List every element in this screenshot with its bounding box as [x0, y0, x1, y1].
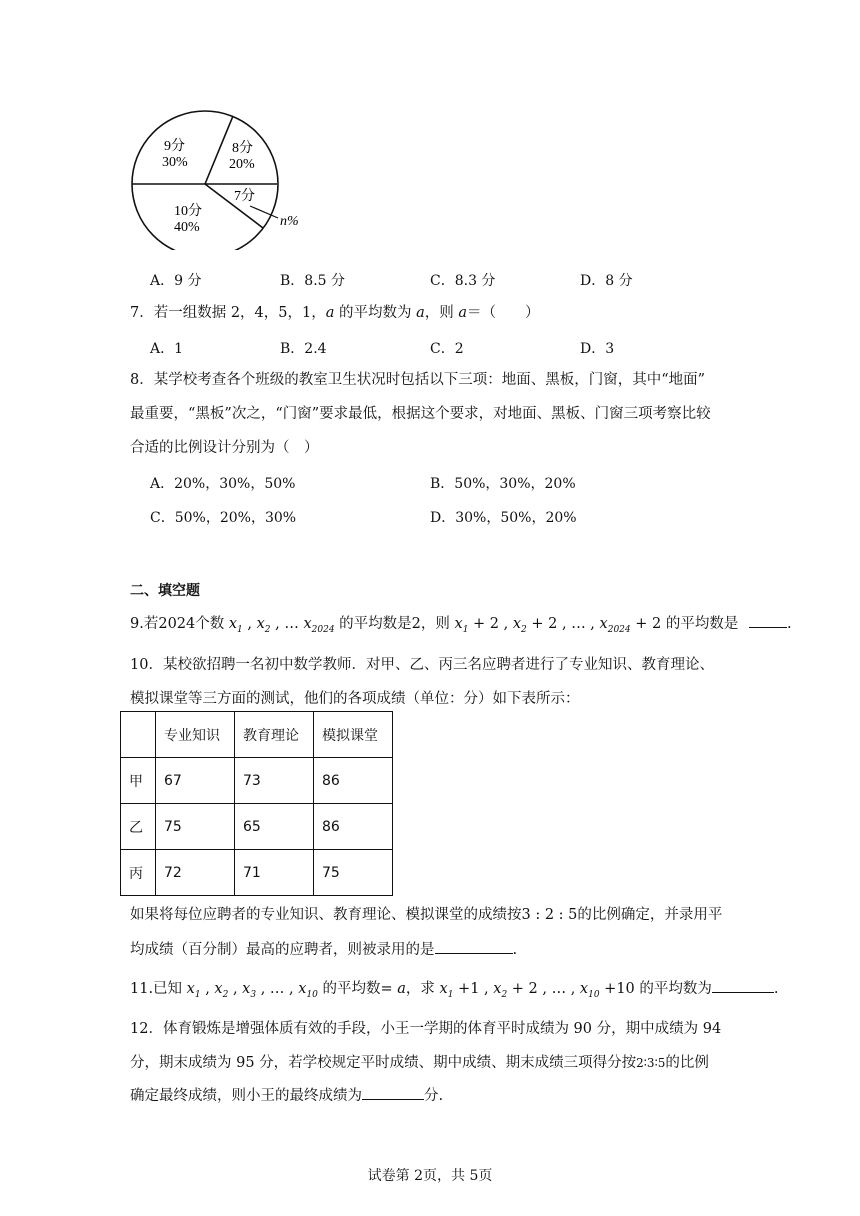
table-header-cell: [121, 712, 156, 758]
q10-line-2: 模拟课堂等三方面的测试，他们的各项成绩（单位：分）如下表所示：: [130, 691, 580, 707]
q6-option-a[interactable]: A．9 分: [150, 273, 202, 289]
q9-end: .: [786, 616, 792, 632]
pie-pct-8: 20%: [229, 157, 255, 172]
q9-text-2: 个数: [195, 616, 225, 632]
pie-pct-10: 40%: [174, 220, 200, 235]
pie-pct-n: n%: [280, 214, 299, 229]
table-cell: 65: [235, 804, 314, 850]
q9-text-1: 9.若: [130, 616, 159, 632]
q12-ratio: 2∶3∶5: [636, 1056, 666, 1070]
q11-text-2: 的平均数: [322, 981, 381, 997]
q9-two: 2: [411, 616, 421, 632]
table-header-row: [121, 712, 393, 758]
pie-label-8: 8分: [232, 141, 253, 156]
table-cell: 86: [314, 804, 393, 850]
q9-text-4: ，则: [420, 616, 450, 632]
q9-x2024: $x_{2024}$: [303, 616, 335, 635]
q11-text-4: 的平均数为: [639, 981, 712, 997]
table-cell: 75: [314, 850, 393, 896]
pie-label-7: 7分: [234, 189, 255, 204]
section-title-fill-in: 二、填空题: [130, 582, 200, 598]
q9-answer-blank[interactable]: [749, 613, 787, 628]
q7-option-b[interactable]: B．2.4: [280, 341, 327, 357]
q12-answer-blank[interactable]: [362, 1085, 424, 1100]
q12-line-3: [130, 1085, 443, 1106]
q6-option-c[interactable]: C．8.3 分: [430, 273, 496, 289]
q11-answer-blank[interactable]: [712, 978, 774, 993]
q10-after-text-1: 如果将每位应聘者的专业知识、教育理论、模拟课堂的成绩按: [130, 907, 522, 923]
q7-var-a-2: a: [416, 305, 425, 321]
q11-text-1: 11.已知: [130, 981, 183, 997]
table-cell: 73: [235, 758, 314, 804]
q12-text-3b: 分.: [424, 1088, 444, 1104]
table-cell: 67: [156, 758, 235, 804]
q12-line-1: 12．体育锻炼是增强体质有效的手段，小王一学期的体育平时成绩为 90 分，期中成绩为 94: [130, 1021, 722, 1037]
q9-expr3: $x_{2024}$: [599, 616, 631, 635]
q9-text-5: 的平均数是: [665, 616, 739, 632]
q9-expr2: $x_2$: [512, 616, 527, 635]
q7-option-a[interactable]: A．1: [150, 341, 184, 357]
q10-answer-blank[interactable]: [435, 939, 513, 954]
table-cell: 甲: [121, 758, 156, 804]
table-cell: 乙: [121, 804, 156, 850]
q12-text-2b: 的比例: [665, 1055, 709, 1071]
q11-stem: 11.已知 $x_1$ , $x_2$ , $x_3$ , … , $x_{10}$ 的平均数= a，求 $x_1 +1$ , $x_2 + 2$ , … , $x_{10} +10$ 的平均数为 .: [130, 978, 779, 1005]
q9-stem: 9.若2024个数 $x_1$ , $x_2$ , … $x_{2024}$ 的平均数是2，则 $x_1 + 2$ , $x_2 + 2$ , … , $x_{2024} + 2$ 的平均数是 .: [130, 613, 792, 640]
q10-after-line-2: [130, 939, 517, 960]
q8-option-a[interactable]: A．20%，30%，50%: [150, 476, 296, 492]
q8-line-3: 合适的比例设计分别为（ ）: [130, 440, 319, 456]
q8-line-2: 最重要，“黑板”次之，“门窗”要求最低，根据这个要求，对地面、黑板、门窗三项考察比较: [130, 406, 711, 422]
q7-var-a-3: a: [458, 305, 468, 321]
q9-expr1: $x_1$: [454, 616, 469, 635]
q7-text-1: 7．若一组数据 2，4，5，1，: [130, 305, 326, 321]
q9-text-3: 的平均数是: [339, 616, 412, 632]
q7-text-3: ，则: [424, 305, 459, 321]
q8-option-b[interactable]: B．50%，30%，20%: [430, 476, 576, 492]
q7-text-2: 的平均数为: [334, 305, 417, 321]
table-row: [121, 850, 393, 896]
table-cell: 丙: [121, 850, 156, 896]
q12-line-2: [130, 1053, 709, 1073]
table-row: [121, 758, 393, 804]
q9-x2: $x_2$: [256, 616, 271, 635]
pie-outline: [132, 111, 278, 250]
table-cell: 75: [156, 804, 235, 850]
pie-label-9: 9分: [164, 139, 185, 154]
pie-label-10: 10分: [174, 204, 202, 219]
q6-option-d[interactable]: D．8 分: [580, 273, 633, 289]
table-header-cell: 教育理论: [235, 712, 314, 758]
q11-eq-a: = a: [380, 981, 406, 997]
q7-var-a: a: [325, 305, 335, 321]
q8-option-c[interactable]: C．50%，20%，30%: [150, 510, 297, 526]
q11-end: .: [773, 981, 779, 997]
q6-option-b[interactable]: B．8.5 分: [280, 273, 346, 289]
q7-option-d[interactable]: D．3: [580, 341, 615, 357]
score-table: [120, 711, 393, 896]
q9-x1: $x_1$: [228, 616, 243, 635]
table-row: [121, 804, 393, 850]
q8-line-1: 8．某学校考查各个班级的教室卫生状况时包括以下三项：地面、黑板，门窗，其中“地面”: [130, 372, 706, 388]
table-header-cell: 专业知识: [156, 712, 235, 758]
q7-stem: [130, 303, 540, 323]
q10-line-1: 10．某校欲招聘一名初中数学教师．对甲、乙、丙三名应聘者进行了专业知识、教育理论、: [130, 657, 714, 673]
q12-text-2: 分，期末成绩为 95 分，若学校规定平时成绩、期中成绩、期末成绩三项得分按: [130, 1055, 637, 1071]
q11-text-3: ，求: [405, 981, 435, 997]
table-cell: 72: [156, 850, 235, 896]
q10-after-text-3: 均成绩（百分制）最高的应聘者，则被录用的是: [130, 942, 435, 958]
q10-after-line-1: [130, 905, 722, 925]
pie-divider-9-8: [205, 116, 233, 184]
q10-after-text-2: 的比例确定，并录用平: [577, 907, 723, 923]
score-pie-chart: [120, 100, 340, 250]
q12-text-3a: 确定最终成绩，则小王的最终成绩为: [130, 1088, 362, 1104]
q10-ratio: 3 : 2 : 5: [521, 907, 578, 923]
table-header-cell: 模拟课堂: [314, 712, 393, 758]
q7-text-4: ＝（ ）: [467, 305, 540, 321]
q10-end: .: [512, 942, 518, 958]
page-footer: 试卷第 2页，共 5页: [367, 1168, 493, 1184]
pie-pct-9: 30%: [162, 155, 188, 170]
q8-option-d[interactable]: D．30%，50%，20%: [430, 510, 577, 526]
q7-option-c[interactable]: C．2: [430, 341, 464, 357]
table-cell: 86: [314, 758, 393, 804]
q9-num: 2024: [158, 616, 196, 632]
table-cell: 71: [235, 850, 314, 896]
